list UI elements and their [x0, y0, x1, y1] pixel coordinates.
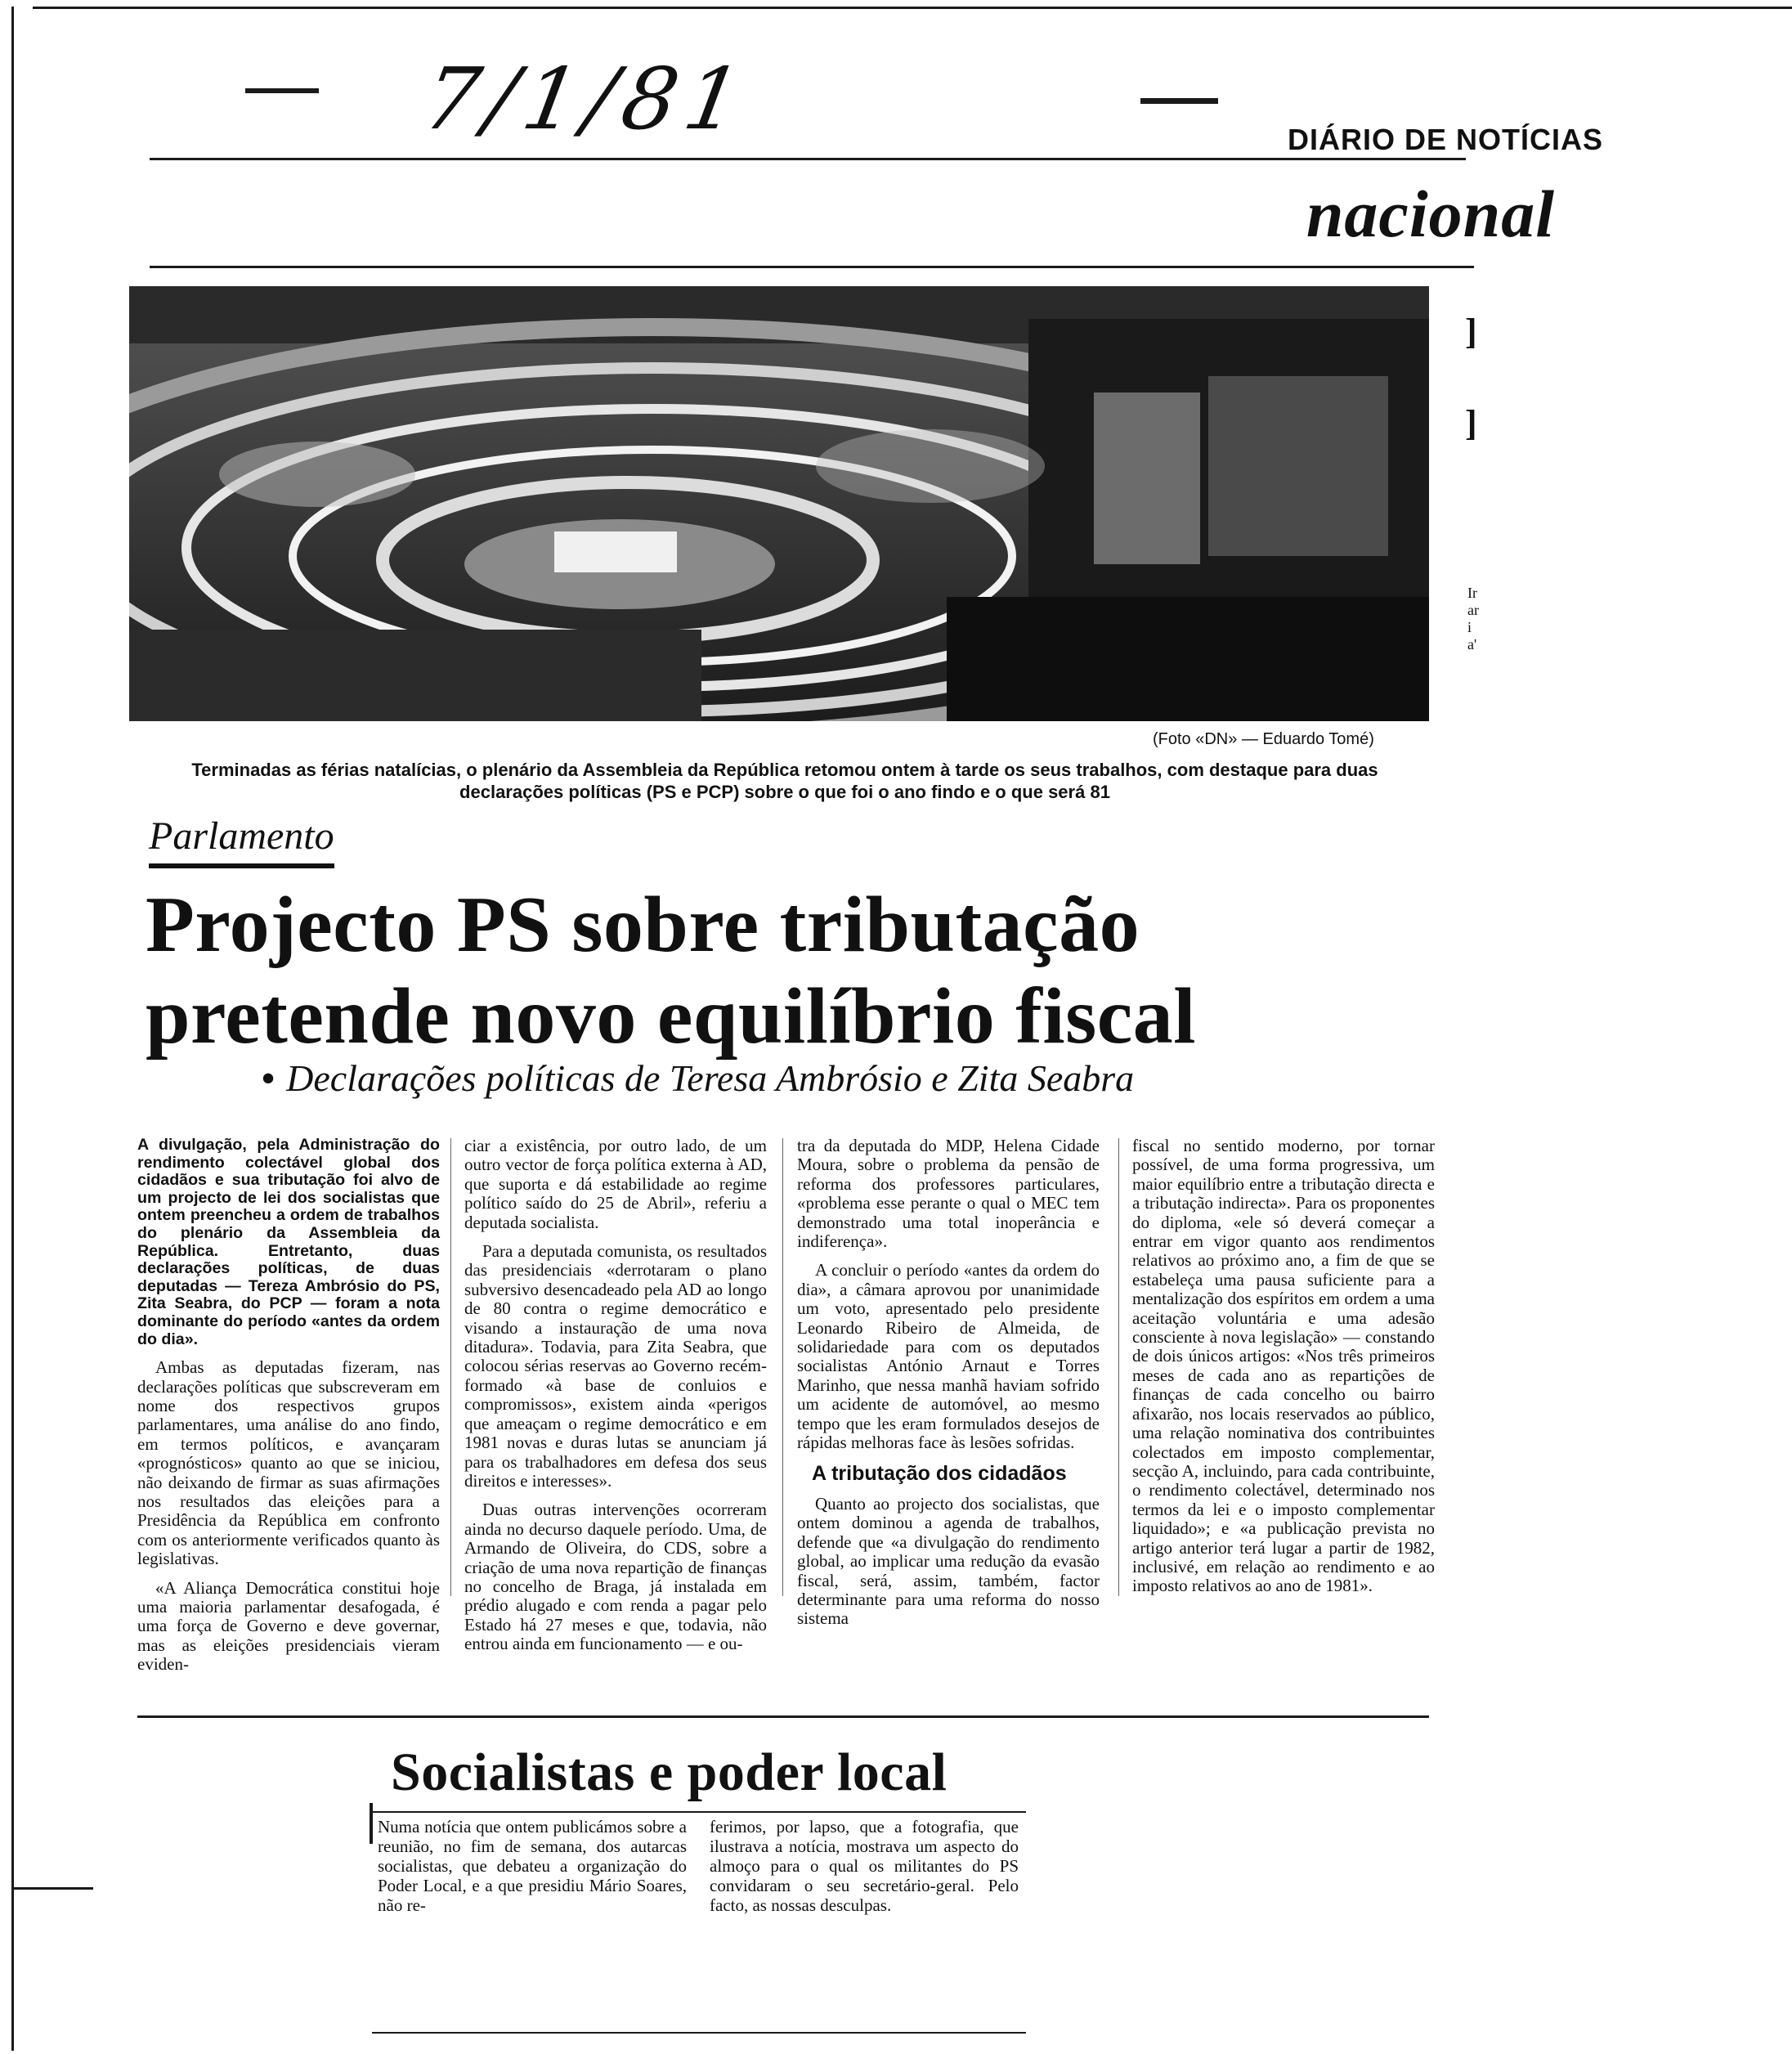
article-paragraph: Para a deputada comunista, os resultados das presidenciais «derrotaram o plano subversivo desencadeado pela AD ao longo de 80 contra o regime democrático e visando a instauração de uma nova ditadura». Todavia, para Zita Seabra, que colocou sérias reservas ao Governo recém-formado «à base de conluios e compromissos», existem ainda «perigos que ameaçam o regime democrático e em 1981 novas e duras lutas se anunciam já para os trabalhadores em defesa dos seus direitos e interesses».	[464, 1241, 767, 1491]
article-column-4	[1132, 1137, 1435, 1606]
handwritten-date: 7/1/81	[416, 49, 757, 149]
box-title-rule	[372, 1811, 1026, 1813]
right-margin-letters: Iraria'	[1467, 585, 1479, 653]
article-column-1	[137, 1137, 440, 1684]
photo-credit: (Foto «DN» — Eduardo Tomé)	[1153, 730, 1374, 748]
box-paragraph: Numa notícia que ontem publicámos sobre a reunião, no fim de semana, dos autarcas socialistas, que debateu a organização do Poder Local, e a que presidiu Mário Soares, não re-	[378, 1817, 687, 1915]
article-paragraph: tra da deputada do MDP, Helena Cidade Moura, sobre o problema da pensão de reforma dos professores particulares, «problema esse perante o qual o MEC tem demonstrado uma total inoperância e indiferença».	[797, 1136, 1100, 1252]
section-title: nacional	[1306, 177, 1555, 251]
parliament-photo	[129, 286, 1429, 721]
masthead: DIÁRIO DE NOTÍCIAS	[1288, 123, 1604, 156]
article-kicker: Parlamento	[149, 814, 334, 868]
box-left-bar	[370, 1803, 373, 1844]
dash-mark-right	[1140, 98, 1218, 104]
article-subhead: A tributação dos cidadãos	[812, 1461, 1067, 1485]
column-divider	[450, 1138, 451, 1596]
top-border-rule	[33, 7, 1792, 9]
section-rule	[150, 266, 1474, 268]
left-border-rule	[11, 7, 14, 2051]
column-divider	[1118, 1138, 1119, 1596]
box-bottom-rule	[372, 2032, 1026, 2034]
box-title: Socialistas e poder local	[391, 1742, 948, 1802]
bullet-icon: •	[262, 1057, 276, 1099]
box-column-1	[378, 1817, 687, 1915]
article-column-2	[464, 1137, 767, 1664]
box-paragraph: ferimos, por lapso, que a fotografia, que ilustrava a notícia, mostrava um aspecto do almoço para o qual os militantes do PS convidaram o seu secretário-geral. Pelo facto, as nossas desculpas.	[710, 1817, 1019, 1915]
article-bottom-rule	[137, 1715, 1429, 1718]
article-paragraph: Quanto ao projecto dos socialistas, que ontem dominou a agenda de trabalhos, defende que «a divulgação do rendimento global, ao implicar uma redução da evasão fiscal, será, assim, também, factor determinante para uma reforma do nosso sistema	[797, 1493, 1100, 1629]
margin-dash-left	[11, 1887, 93, 1890]
box-column-2	[710, 1817, 1019, 1915]
deck-text: Declarações políticas de Teresa Ambrósio e Zita Seabra	[286, 1057, 1135, 1099]
masthead-rule	[150, 158, 1466, 160]
headline-line-2: pretende novo equilíbrio fiscal	[146, 972, 1197, 1061]
article-paragraph: «A Aliança Democrática constitui hoje uma maioria parlamentar desafogada, é uma força de Governo e deve governar, mas as eleições presidenciais vieram eviden-	[137, 1577, 440, 1675]
article-paragraph: ciar a existência, por outro lado, de um outro vector de força política externa à AD, que suporta e dá estabilidade ao regime político saído do 25 de Abril», referiu a deputada socialista.	[464, 1136, 767, 1232]
dash-mark-left	[245, 88, 319, 93]
photo-caption: Terminadas as férias natalícias, o plenário da Assembleia da República retomou ontem à tarde os seus trabalhos, com destaque para duas declarações políticas (PS e PCP) sobre o que foi o ano findo e o que será 81	[191, 760, 1378, 802]
parliament-chamber-image	[129, 286, 1429, 721]
article-headline	[146, 879, 1454, 1062]
article-deck	[262, 1056, 1134, 1100]
article-paragraph: Ambas as deputadas fizeram, nas declarações políticas que subscreveram em nome dos respectivos grupos parlamentares, uma análise do ano findo, em termos políticos, e avançaram «prognósticos» quanto ao que se iniciou, não deixando de firmar as suas afirmações nos resultados das eleições para a Presidência da República em confronto com os anteriormente verificados quanto às legislativas.	[137, 1357, 440, 1569]
article-paragraph: Duas outras intervenções ocorreram ainda no decurso daquele período. Uma, de Armando de Oliveira, do CDS, sobre a criação de uma nova repartição de finanças no concelho de Braga, já instalada em prédio alugado e com renda a pagar pelo Estado há 27 meses e que, todavia, não entrou ainda em funcionamento — e ou-	[464, 1500, 767, 1654]
article-paragraph: A concluir o período «antes da ordem do dia», a câmara aprovou por unanimidade um voto, apresentado pelo presidente Leonardo Ribeiro de Almeida, de solidariedade para com os deputados socialistas António Arnaut e Torres Marinho, que nessa manhã haviam sofrido um acidente de automóvel, ao mesmo tempo que les eram formulados desejos de rápidas melhoras face às lesões sofridas.	[797, 1260, 1100, 1453]
article-paragraph: fiscal no sentido moderno, por tornar possível, de uma forma progressiva, um maior equilíbrio entre a tributação directa e a tributação indirecta». Para os proponentes do diploma, «ele só deverá começar a entrar em vigor quanto aos rendimentos relativos ao próximo ano, a fim de que se estabeleça uma pausa suficiente para a mentalização dos espíritos em ordem a uma aceitação voluntária e uma adesão consciente à nova legislação» — constando de dois únicos artigos: «Nos três primeiros meses de cada ano as repartições de finanças de cada concelho ou bairro afixarão, nos locais reservados ao público, uma relação nominativa dos contribuintes colectados em imposto complementar, secção A, incluindo, para cada contribuinte, o rendimento colectável, determinado nos termos da lei e o imposto complementar liquidado»; e «a publicação prevista no artigo anterior terá lugar a partir de 1982, inclusivé, em relação ao rendimento e ao imposto relativos ao ano de 1981».	[1132, 1136, 1435, 1596]
headline-line-1: Projecto PS sobre tributação	[146, 881, 1140, 969]
column-divider	[782, 1138, 783, 1596]
right-margin-brackets	[1465, 311, 1477, 445]
bracket-mark: ]	[1465, 312, 1477, 352]
bracket-mark: ]	[1465, 403, 1477, 443]
article-lead: A divulgação, pela Administração do rendimento colectável global dos cidadãos e sua tributação foi alvo de um projecto de lei dos socialistas que ontem preencheu a ordem de trabalhos do plenário da Assembleia da República. Entretanto, duas declarações políticas, de duas deputadas — Tereza Ambrósio do PS, Zita Seabra, do PCP — foram a nota dominante do período «antes da ordem do dia».	[137, 1136, 440, 1348]
article-column-3	[797, 1137, 1100, 1639]
